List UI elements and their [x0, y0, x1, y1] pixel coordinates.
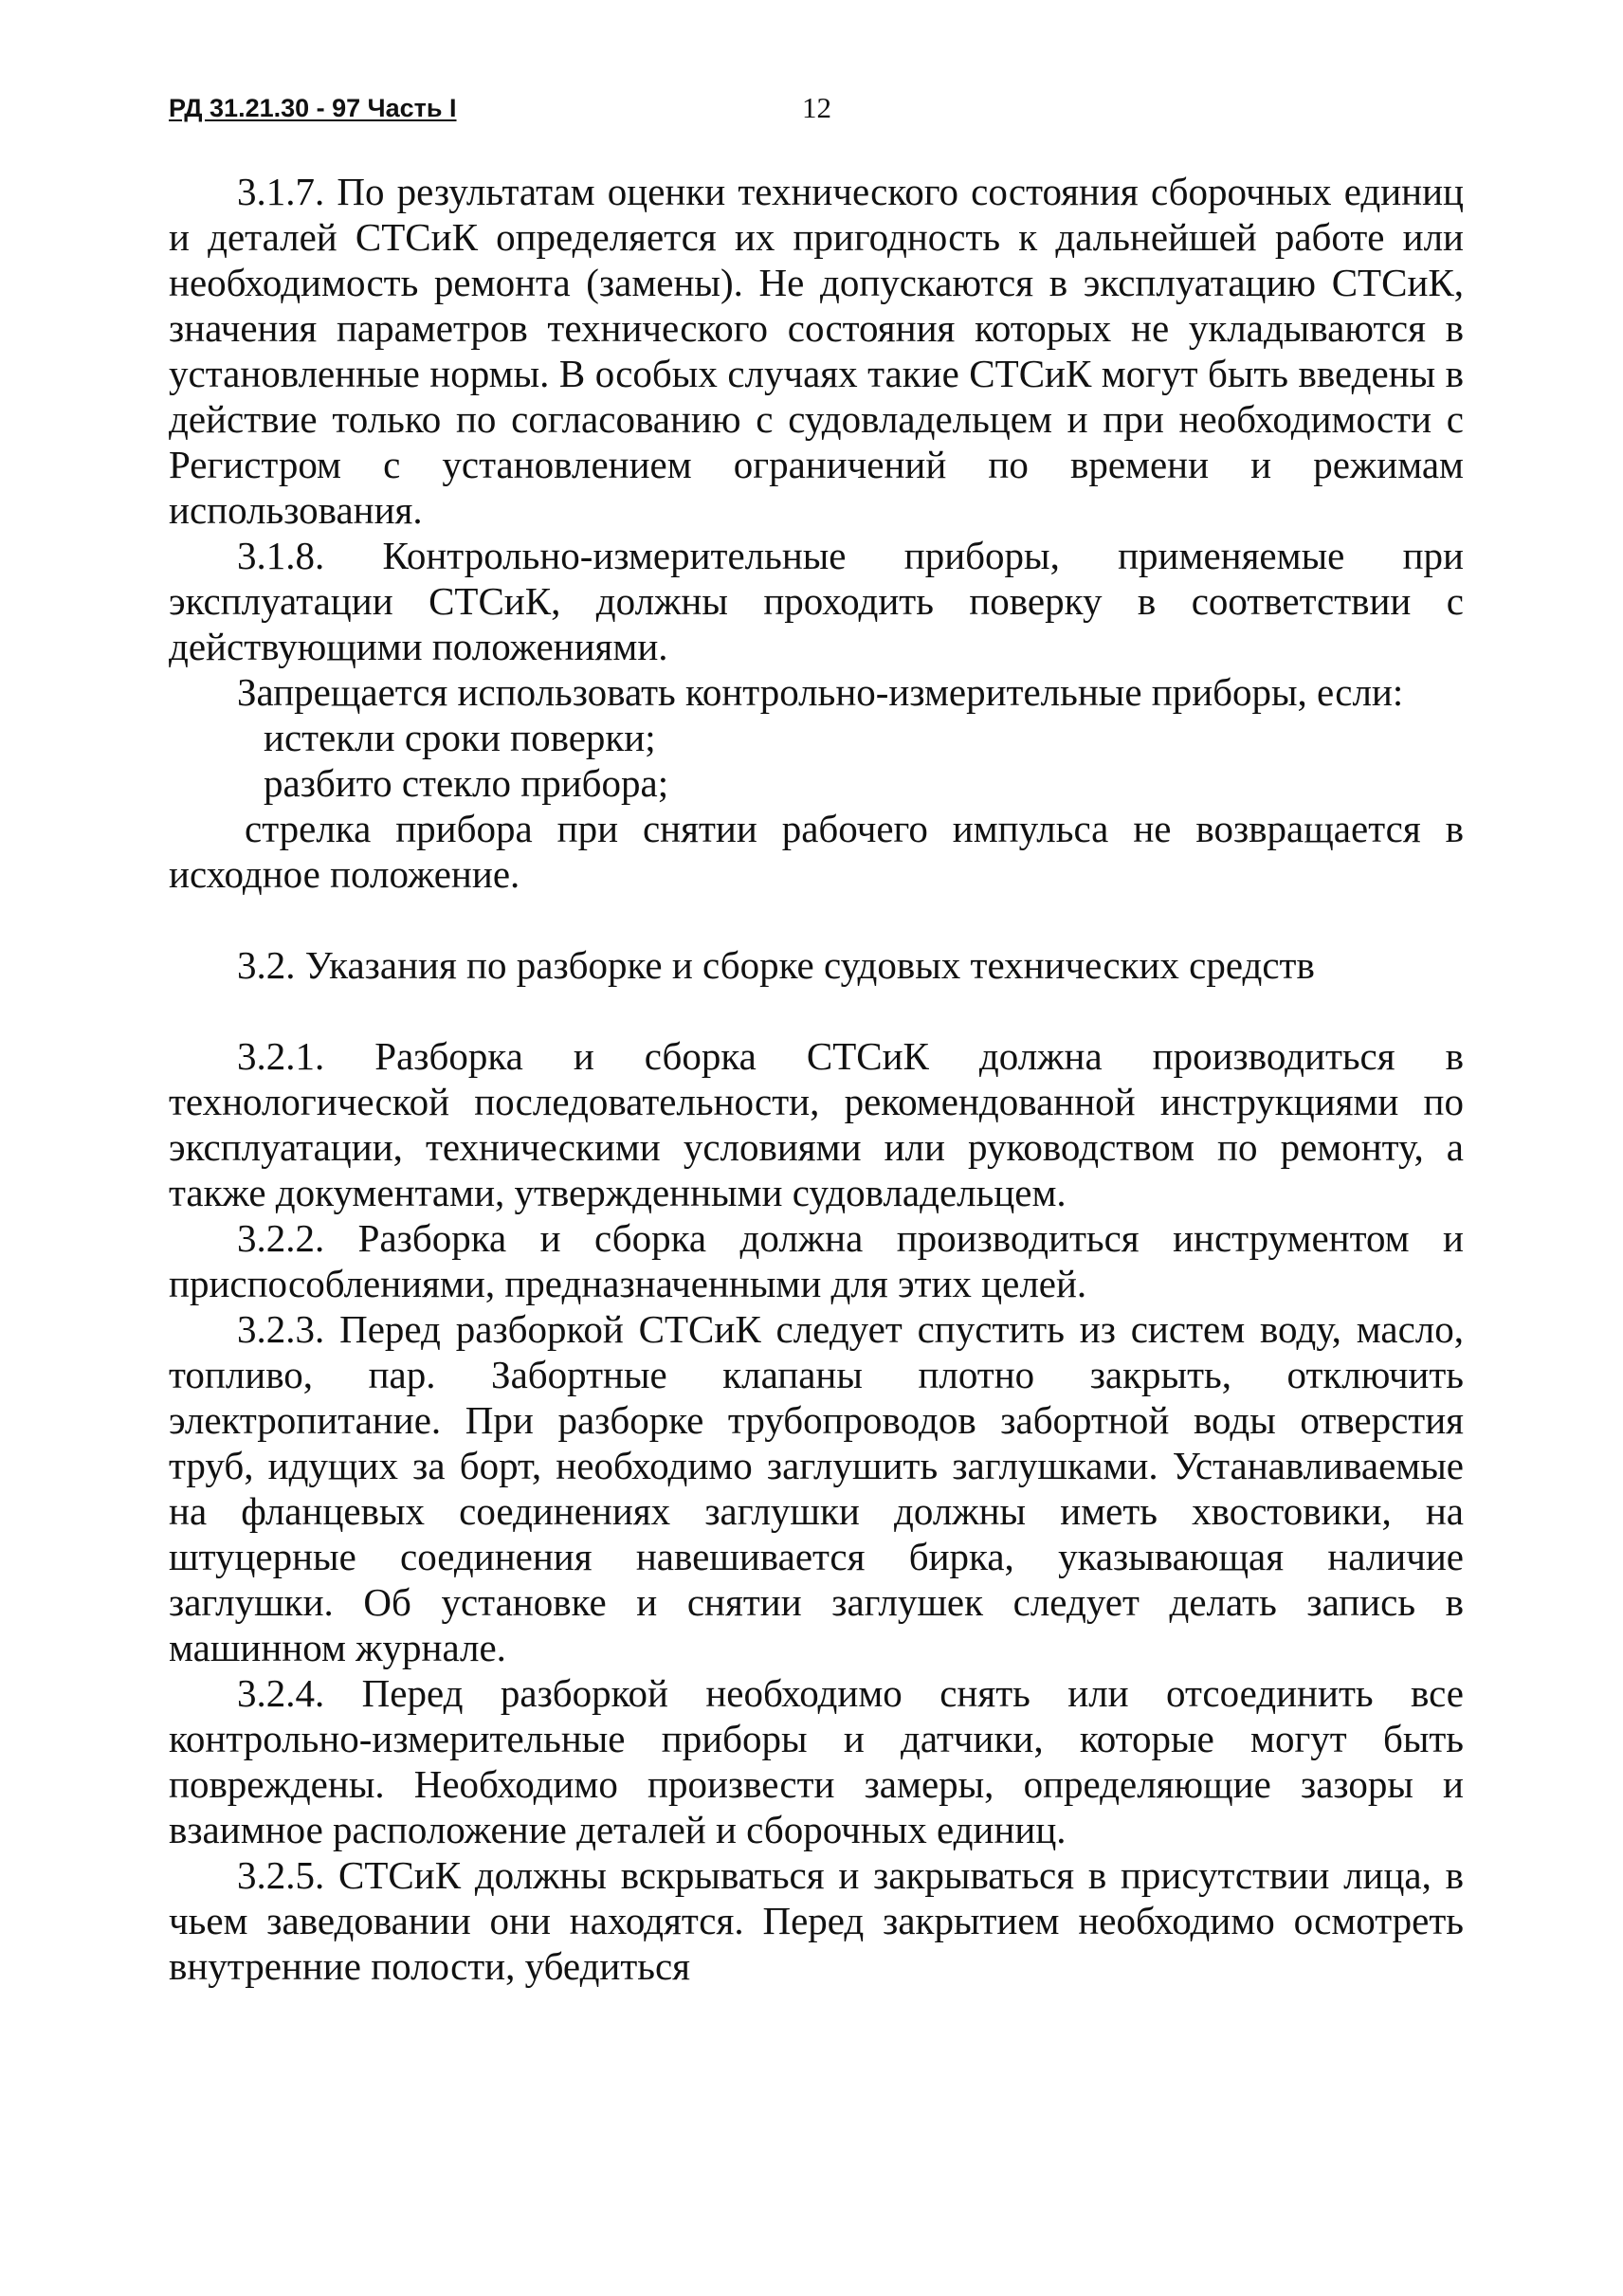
page-header — [169, 87, 831, 129]
paragraph-3-2-2: 3.2.2. Разборка и сборка должна производиться инструментом и приспособлениями, предназначенными для этих целей. — [169, 1216, 1464, 1305]
list-item: разбито стекло прибора; — [264, 761, 669, 805]
paragraph-3-2-1: 3.2.1. Разборка и сборка СТСиК должна производиться в технологической последовательности, рекомендованной инструкциями по эксплуатации, техническими условиями или руководством по ремонту, а также документами, утвержденными судовладельцем. — [169, 1034, 1464, 1214]
spacer — [169, 897, 1464, 942]
paragraph-3-1-8: 3.1.8. Контрольно-измерительные приборы, применяемые при эксплуатации СТСиК, должны проходить поверку в соответствии с действующими положениями. — [169, 534, 1464, 668]
document-code: РД 31.21.30 - 97 Часть I — [169, 94, 457, 122]
paragraph-3-2-4: 3.2.4. Перед разборкой необходимо снять или отсоединить все контрольно-измерительные приборы и датчики, которые могут быть повреждены. Необходимо произвести замеры, определяющие зазоры и взаимное расположение деталей и сборочных единиц. — [169, 1671, 1464, 1851]
prohibition-paragraph: Запрещается использовать контрольно-измерительные приборы, если: — [237, 670, 1404, 714]
list-item: стрелка прибора при снятии рабочего импульса не возвращается в исходное положение. — [169, 807, 1464, 896]
page-number: 12 — [802, 91, 831, 124]
spacer — [169, 988, 1464, 1033]
section-heading-3-2: 3.2. Указания по разборке и сборке судовых технических средств — [237, 943, 1315, 987]
paragraph-3-2-3: 3.2.3. Перед разборкой СТСиК следует спустить из систем воду, масло, топливо, пар. Забортные клапаны плотно закрыть, отключить электропитание. При разборке трубопроводов забортной воды отверстия труб, идущих за борт, необходимо заглушить заглушками. Устанавливаемые на фланцевых соединениях заглушки должны иметь хвостовики, на штуцерные соединения навешивается бирка, указывающая наличие заглушки. Об установке и снятии заглушек следует делать запись в машинном журнале. — [169, 1307, 1464, 1669]
paragraph-3-2-5: 3.2.5. СТСиК должны вскрываться и закрываться в присутствии лица, в чьем заведовании они находятся. Перед закрытием необходимо осмотреть внутренние полости, убедиться — [169, 1853, 1464, 1988]
paragraph-3-1-7: 3.1.7. По результатам оценки технического состояния сборочных единиц и деталей СТСиК определяется их пригодность к дальнейшей работе или необходимость ремонта (замены). Не допускаются в эксплуатацию СТСиК, значения параметров технического состояния которых не укладываются в установленные нормы. В особых случаях такие СТСиК могут быть введены в действие только по согласованию с судовладельцем и при необходимости с Регистром с установлением ограничений по времени и режимам использования. — [169, 170, 1464, 532]
list-item: истекли сроки поверки; — [264, 716, 656, 759]
document-body — [169, 169, 1464, 1989]
